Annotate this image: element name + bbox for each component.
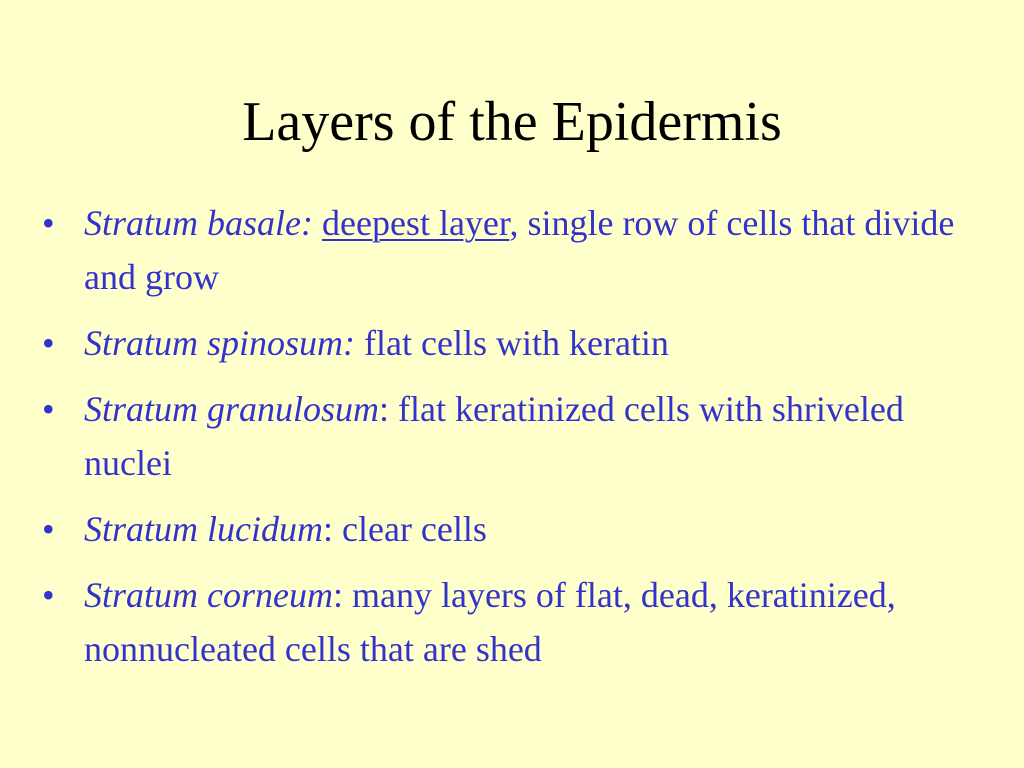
bullet-description: flat cells with keratin	[355, 323, 669, 363]
bullet-item-stratum-lucidum	[40, 502, 1000, 556]
bullet-icon: •	[42, 389, 55, 429]
bullet-item-stratum-basale	[40, 196, 1000, 304]
bullet-term: Stratum corneum	[84, 575, 333, 615]
bullet-term: Stratum lucidum	[84, 509, 323, 549]
bullet-item-stratum-corneum	[40, 568, 1000, 676]
bullet-list	[40, 196, 1000, 688]
bullet-item-stratum-spinosum	[40, 316, 1000, 370]
bullet-description: : flat keratinized cells with shriveled nuclei	[84, 389, 904, 483]
bullet-icon: •	[42, 203, 55, 243]
bullet-icon: •	[42, 323, 55, 363]
bullet-description: : clear cells	[323, 509, 487, 549]
bullet-description: , single row of cells that divide and grow	[84, 203, 955, 297]
bullet-term: Stratum basale:	[84, 203, 313, 243]
bullet-spacer	[313, 203, 322, 243]
bullet-term: Stratum spinosum:	[84, 323, 356, 363]
bullet-item-stratum-granulosum	[40, 382, 1000, 490]
bullet-underlined-text: deepest layer	[322, 203, 510, 243]
bullet-term: Stratum granulosum	[84, 389, 380, 429]
slide-title: Layers of the Epidermis	[242, 91, 782, 153]
bullet-icon: •	[42, 575, 55, 615]
bullet-icon: •	[42, 509, 55, 549]
bullet-description: : many layers of flat, dead, keratinized, nonnucleated cells that are shed	[84, 575, 896, 669]
